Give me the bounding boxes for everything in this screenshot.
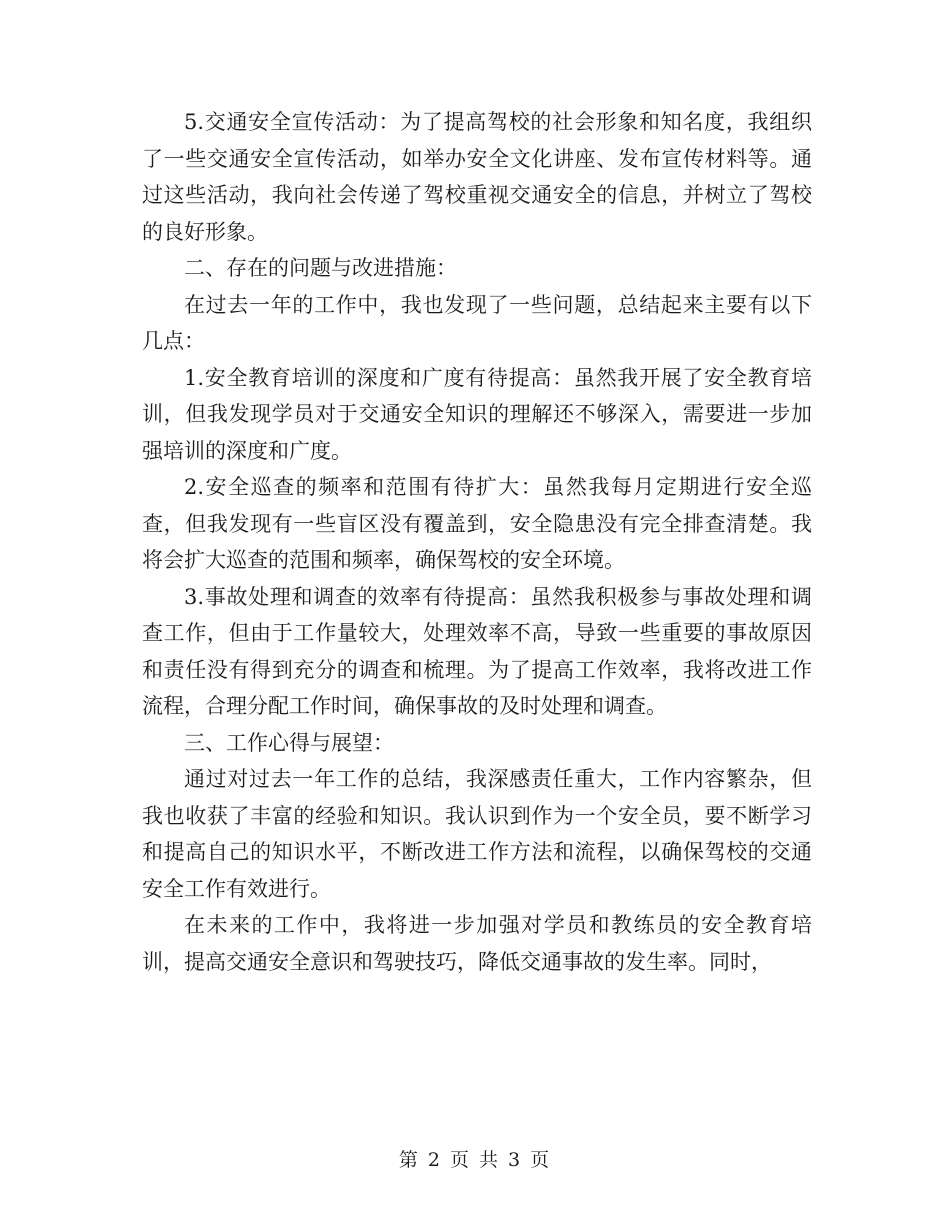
- body-text: [142, 104, 812, 980]
- paragraph-problem-2: 2.安全巡查的频率和范围有待扩大：虽然我每月定期进行安全巡查，但我发现有一些盲区没有覆盖到，安全隐患没有完全排查清楚。我将会扩大巡查的范围和频率，确保驾校的安全环境。: [142, 475, 812, 572]
- paragraph-problems-intro: 在过去一年的工作中，我也发现了一些问题，总结起来主要有以下几点：: [142, 292, 812, 353]
- paragraph-problem-3: 3.事故处理和调查的效率有待提高：虽然我积极参与事故处理和调查工作，但由于工作量较大，处理效率不高，导致一些重要的事故原因和责任没有得到充分的调查和梳理。为了提高工作效率，我将改进工作流程，合理分配工作时间，确保事故的及时处理和调查。: [142, 584, 812, 718]
- paragraph-item-5-publicity: 5.交通安全宣传活动：为了提高驾校的社会形象和知名度，我组织了一些交通安全宣传活动，如举办安全文化讲座、发布宣传材料等。通过这些活动，我向社会传递了驾校重视交通安全的信息，并树立了驾校的良好形象。: [142, 110, 812, 244]
- paragraph-future: 在未来的工作中，我将进一步加强对学员和教练员的安全教育培训，提高交通安全意识和驾驶技巧，降低交通事故的发生率。同时，: [142, 913, 812, 974]
- paragraph-problem-1: 1.安全教育培训的深度和广度有待提高：虽然我开展了安全教育培训，但我发现学员对于交通安全知识的理解还不够深入，需要进一步加强培训的深度和广度。: [142, 365, 812, 463]
- paragraph-experience: 通过对过去一年工作的总结，我深感责任重大，工作内容繁杂，但我也收获了丰富的经验和知识。我认识到作为一个安全员，要不断学习和提高自己的知识水平，不断改进工作方法和流程，以确保驾校的交通安全工作有效进行。: [142, 767, 812, 901]
- section-heading-outlook: 三、工作心得与展望：: [184, 730, 394, 755]
- section-heading-problems: 二、存在的问题与改进措施：: [184, 256, 457, 280]
- page-number: 第 2 页 共 3 页: [398, 1149, 552, 1171]
